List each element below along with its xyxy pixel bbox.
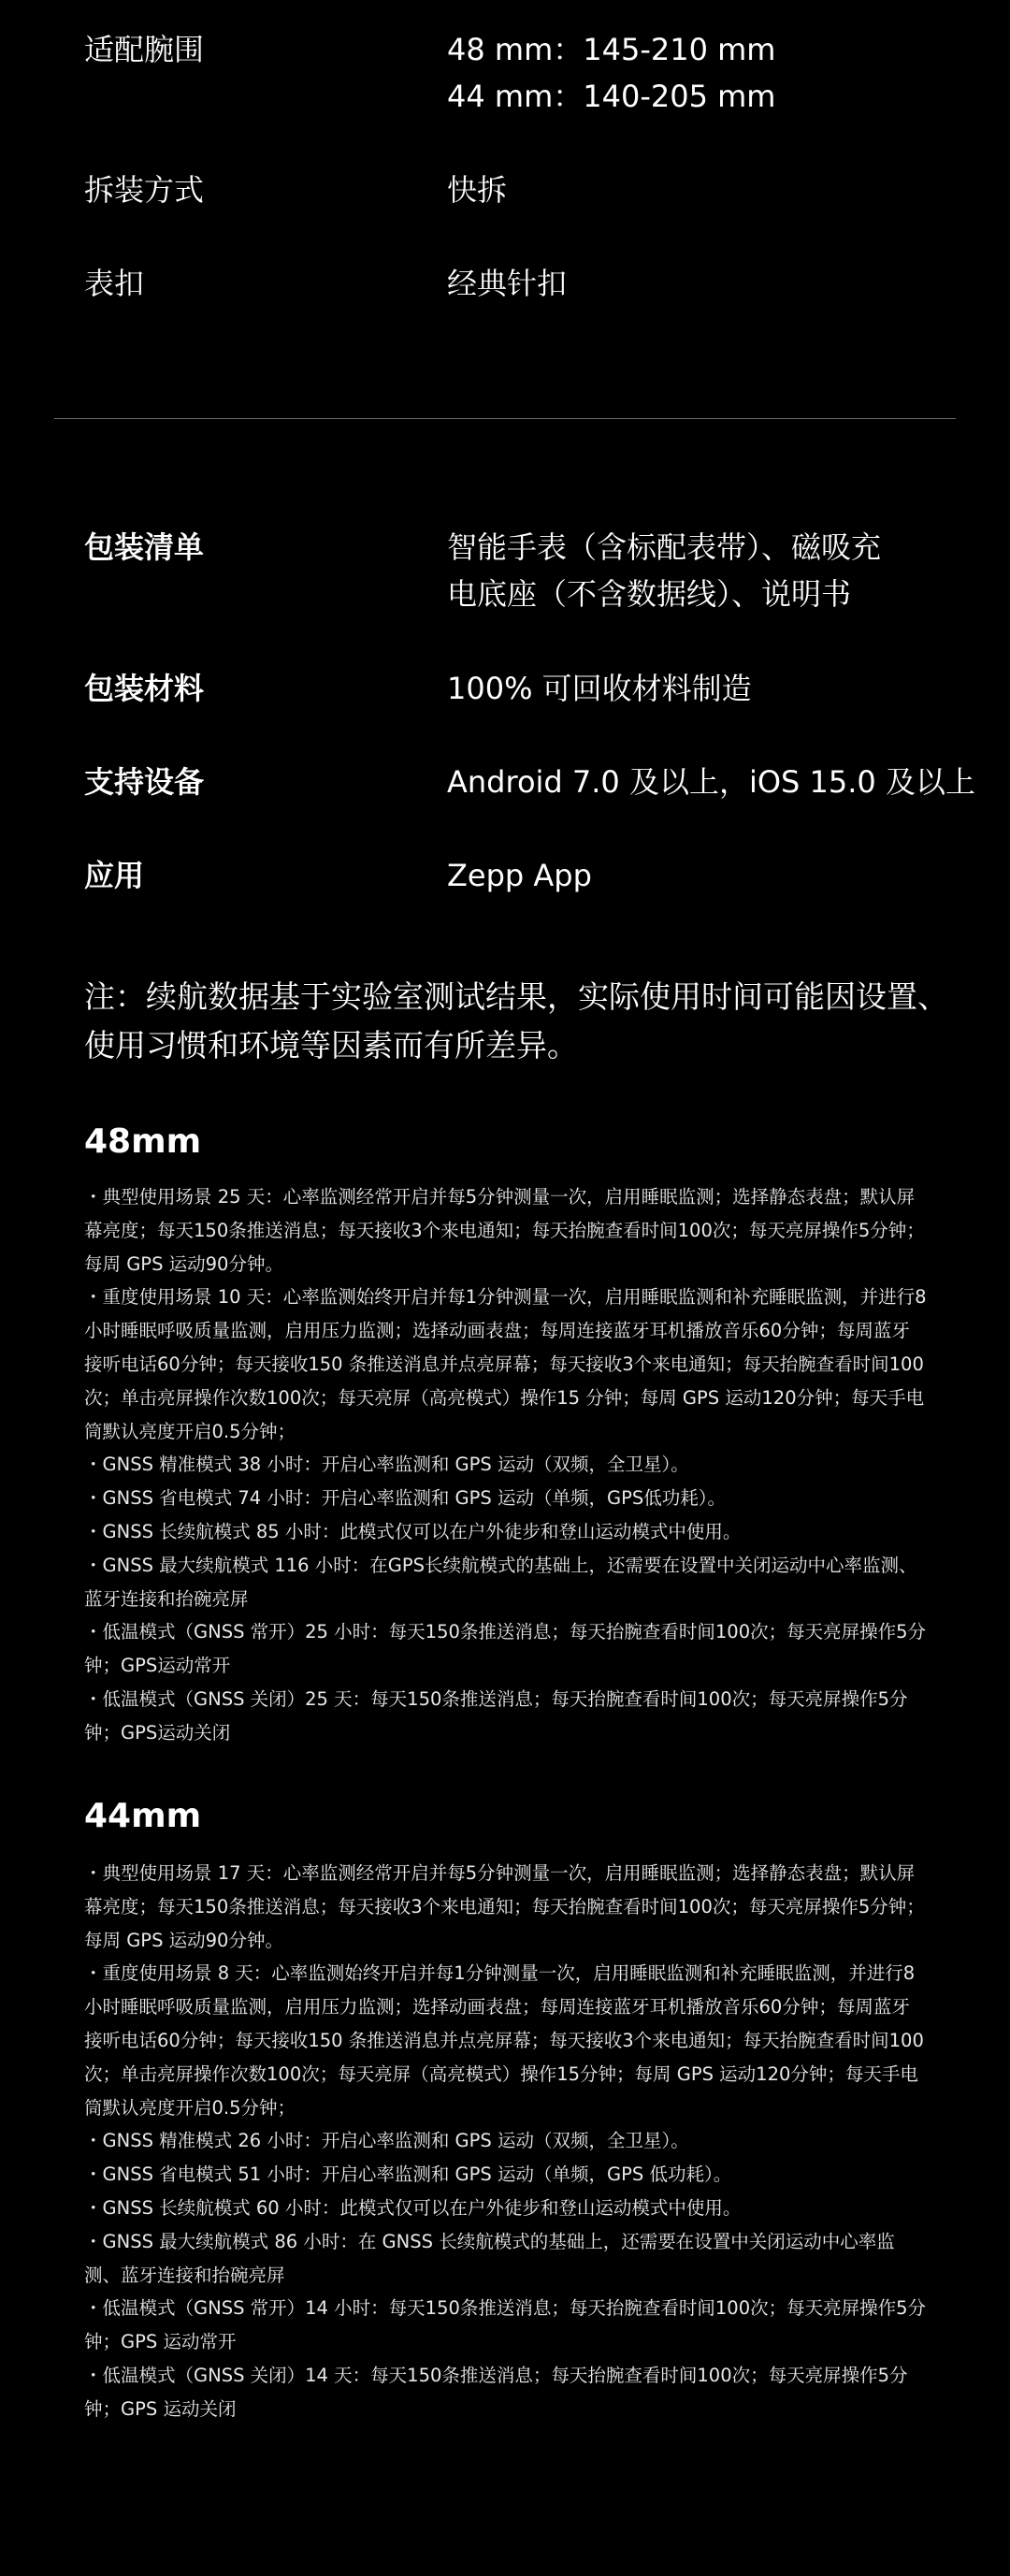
list-item-line: 每周 GPS 运动90分钟。	[84, 1252, 283, 1275]
spec-label: 支持设备	[84, 764, 205, 800]
list-item-line: 次；单击亮屏操作次数100次；每天亮屏（高亮模式）操作15分钟；每周 GPS 运动120分钟；每天手电	[84, 2062, 918, 2085]
battery-section-title-44mm: 44mm	[84, 1797, 202, 1835]
spec-label: 表扣	[84, 266, 145, 301]
spec-value	[447, 759, 1010, 805]
list-item-line: 钟；GPS运动关闭	[84, 1721, 231, 1744]
list-item	[84, 1957, 954, 2124]
list-item-line: ・GNSS 最大续航模式 116 小时：在GPS长续航模式的基础上，还需要在设置中关闭运动中心率监测、	[84, 1554, 917, 1576]
list-item-line: 蓝牙连接和抬碗亮屏	[84, 1587, 249, 1610]
list-item-line: ・低温模式（GNSS 常开）14 小时：每天150条推送消息；每天抬腕查看时间100次；每天亮屏操作5分	[84, 2297, 927, 2320]
list-item-line: 钟；GPS 运动常开	[84, 2331, 237, 2353]
list-item-line: ・重度使用场景 10 天：心率监测始终开启并每1分钟测量一次，启用睡眠监测和补充睡眠监测，并进行8	[84, 1286, 927, 1309]
spec-label: 包装清单	[84, 529, 205, 565]
list-item-line: 次；单击亮屏操作次数100次；每天亮屏（高亮模式）操作15 分钟；每周 GPS 运动120分钟；每天手电	[84, 1386, 925, 1409]
list-item-line: 钟；GPS 运动关闭	[84, 2397, 237, 2420]
spec-value-line: 48 mm：145-210 mm	[447, 32, 776, 67]
battery-section-title-48mm: 48mm	[84, 1122, 202, 1161]
list-item	[84, 1615, 954, 1683]
list-item-line: 幕亮度；每天150条推送消息；每天接收3个来电通知；每天抬腕查看时间100次；每天亮屏操作5分钟；	[84, 1219, 925, 1241]
list-item-line: ・典型使用场景 17 天：心率监测经常开启并每5分钟测量一次，启用睡眠监测；选择静态表盘；默认屏	[84, 1862, 916, 1884]
spec-label: 适配腕围	[84, 32, 205, 67]
spec-value-line: 电底座（不含数据线）、说明书	[447, 576, 852, 612]
list-item-line: ・低温模式（GNSS 关闭）14 天：每天150条推送消息；每天抬腕查看时间100次；每天亮屏操作5分	[84, 2364, 908, 2386]
list-item-line: ・低温模式（GNSS 常开）25 小时：每天150条推送消息；每天抬腕查看时间100次；每天亮屏操作5分	[84, 1621, 927, 1643]
note-line: 使用习惯和环境等因素而有所差异。	[84, 1027, 578, 1064]
list-item-line: 幕亮度；每天150条推送消息；每天接收3个来电通知；每天抬腕查看时间100次；每天亮屏操作5分钟；	[84, 1895, 925, 1918]
spec-value-line: Android 7.0 及以上，iOS 15.0 及以上	[447, 764, 975, 800]
spec-value-line: Zepp App	[447, 858, 592, 893]
list-item	[84, 1180, 954, 1281]
list-item	[84, 2292, 954, 2359]
list-item	[84, 1683, 954, 1750]
battery-list-44mm	[84, 1857, 954, 2426]
spec-value	[447, 665, 971, 712]
spec-label: 拆装方式	[84, 172, 205, 208]
list-item-line: 小时睡眠呼吸质量监测，启用压力监测；选择动画表盘；每周连接蓝牙耳机播放音乐60分钟；每周蓝牙	[84, 1996, 910, 2019]
list-item-line: 钟；GPS运动常开	[84, 1655, 231, 1677]
battery-list-48mm	[84, 1180, 954, 1750]
spec-value-line: 智能手表（含标配表带）、磁吸充	[447, 529, 882, 565]
list-item	[84, 1857, 954, 1957]
list-item	[84, 1482, 954, 1515]
list-item	[84, 2359, 954, 2426]
spec-value	[447, 524, 971, 617]
list-item	[84, 2225, 954, 2293]
note-line: 注：续航数据基于实验室测试结果，实际使用时间可能因设置、	[84, 978, 948, 1015]
battery-note	[84, 973, 982, 1070]
list-item	[84, 1515, 954, 1549]
list-item-line: ・典型使用场景 25 天：心率监测经常开启并每5分钟测量一次，启用睡眠监测；选择静态表盘；默认屏	[84, 1186, 916, 1208]
list-item-line: ・GNSS 精准模式 38 小时：开启心率监测和 GPS 运动（双频，全卫星）。	[84, 1454, 689, 1476]
spec-value-line: 经典针扣	[447, 266, 568, 301]
list-item	[84, 1549, 954, 1616]
spec-value-line: 44 mm：140-205 mm	[447, 79, 776, 114]
spec-value	[447, 260, 971, 307]
spec-value-line: 100% 可回收材料制造	[447, 671, 752, 706]
list-item-line: 接听电话60分钟；每天接收150 条推送消息并点亮屏幕；每天接收3个来电通知；每天抬腕查看时间100	[84, 1353, 924, 1375]
list-item	[84, 1281, 954, 1448]
spec-value	[447, 166, 971, 213]
section-divider	[54, 418, 956, 419]
list-item-line: 筒默认亮度开启0.5分钟；	[84, 1420, 296, 1442]
spec-label: 应用	[84, 858, 145, 893]
list-item-line: 测、蓝牙连接和抬碗亮屏	[84, 2264, 285, 2286]
list-item-line: 每周 GPS 运动90分钟。	[84, 1929, 283, 1951]
list-item	[84, 1448, 954, 1482]
list-item-line: ・GNSS 最大续航模式 86 小时：在 GNSS 长续航模式的基础上，还需要在设置中关闭运动中心率监	[84, 2230, 895, 2252]
spec-value-line: 快拆	[447, 172, 508, 208]
list-item	[84, 2192, 954, 2225]
list-item-line: ・重度使用场景 8 天：心率监测始终开启并每1分钟测量一次，启用睡眠监测和补充睡眠监测，并进行8	[84, 1962, 916, 1985]
list-item-line: ・GNSS 精准模式 26 小时：开启心率监测和 GPS 运动（双频，全卫星）。	[84, 2130, 689, 2152]
list-item-line: 小时睡眠呼吸质量监测，启用压力监测；选择动画表盘；每周连接蓝牙耳机播放音乐60分钟；每周蓝牙	[84, 1320, 910, 1342]
list-item	[84, 2158, 954, 2192]
list-item-line: ・GNSS 省电模式 74 小时：开启心率监测和 GPS 运动（单频，GPS低功耗）。	[84, 1487, 727, 1510]
list-item-line: 筒默认亮度开启0.5分钟；	[84, 2096, 296, 2119]
list-item-line: ・低温模式（GNSS 关闭）25 天：每天150条推送消息；每天抬腕查看时间100次；每天亮屏操作5分	[84, 1687, 908, 1710]
list-item-line: ・GNSS 长续航模式 60 小时：此模式仅可以在户外徒步和登山运动模式中使用。	[84, 2196, 742, 2219]
list-item	[84, 2124, 954, 2158]
spec-value	[447, 852, 971, 899]
list-item-line: ・GNSS 长续航模式 85 小时：此模式仅可以在户外徒步和登山运动模式中使用。	[84, 1520, 742, 1542]
spec-value	[447, 26, 971, 120]
list-item-line: ・GNSS 省电模式 51 小时：开启心率监测和 GPS 运动（单频，GPS 低功耗）。	[84, 2164, 732, 2186]
list-item-line: 接听电话60分钟；每天接收150 条推送消息并点亮屏幕；每天接收3个来电通知；每天抬腕查看时间100	[84, 2029, 924, 2051]
spec-label: 包装材料	[84, 671, 205, 706]
